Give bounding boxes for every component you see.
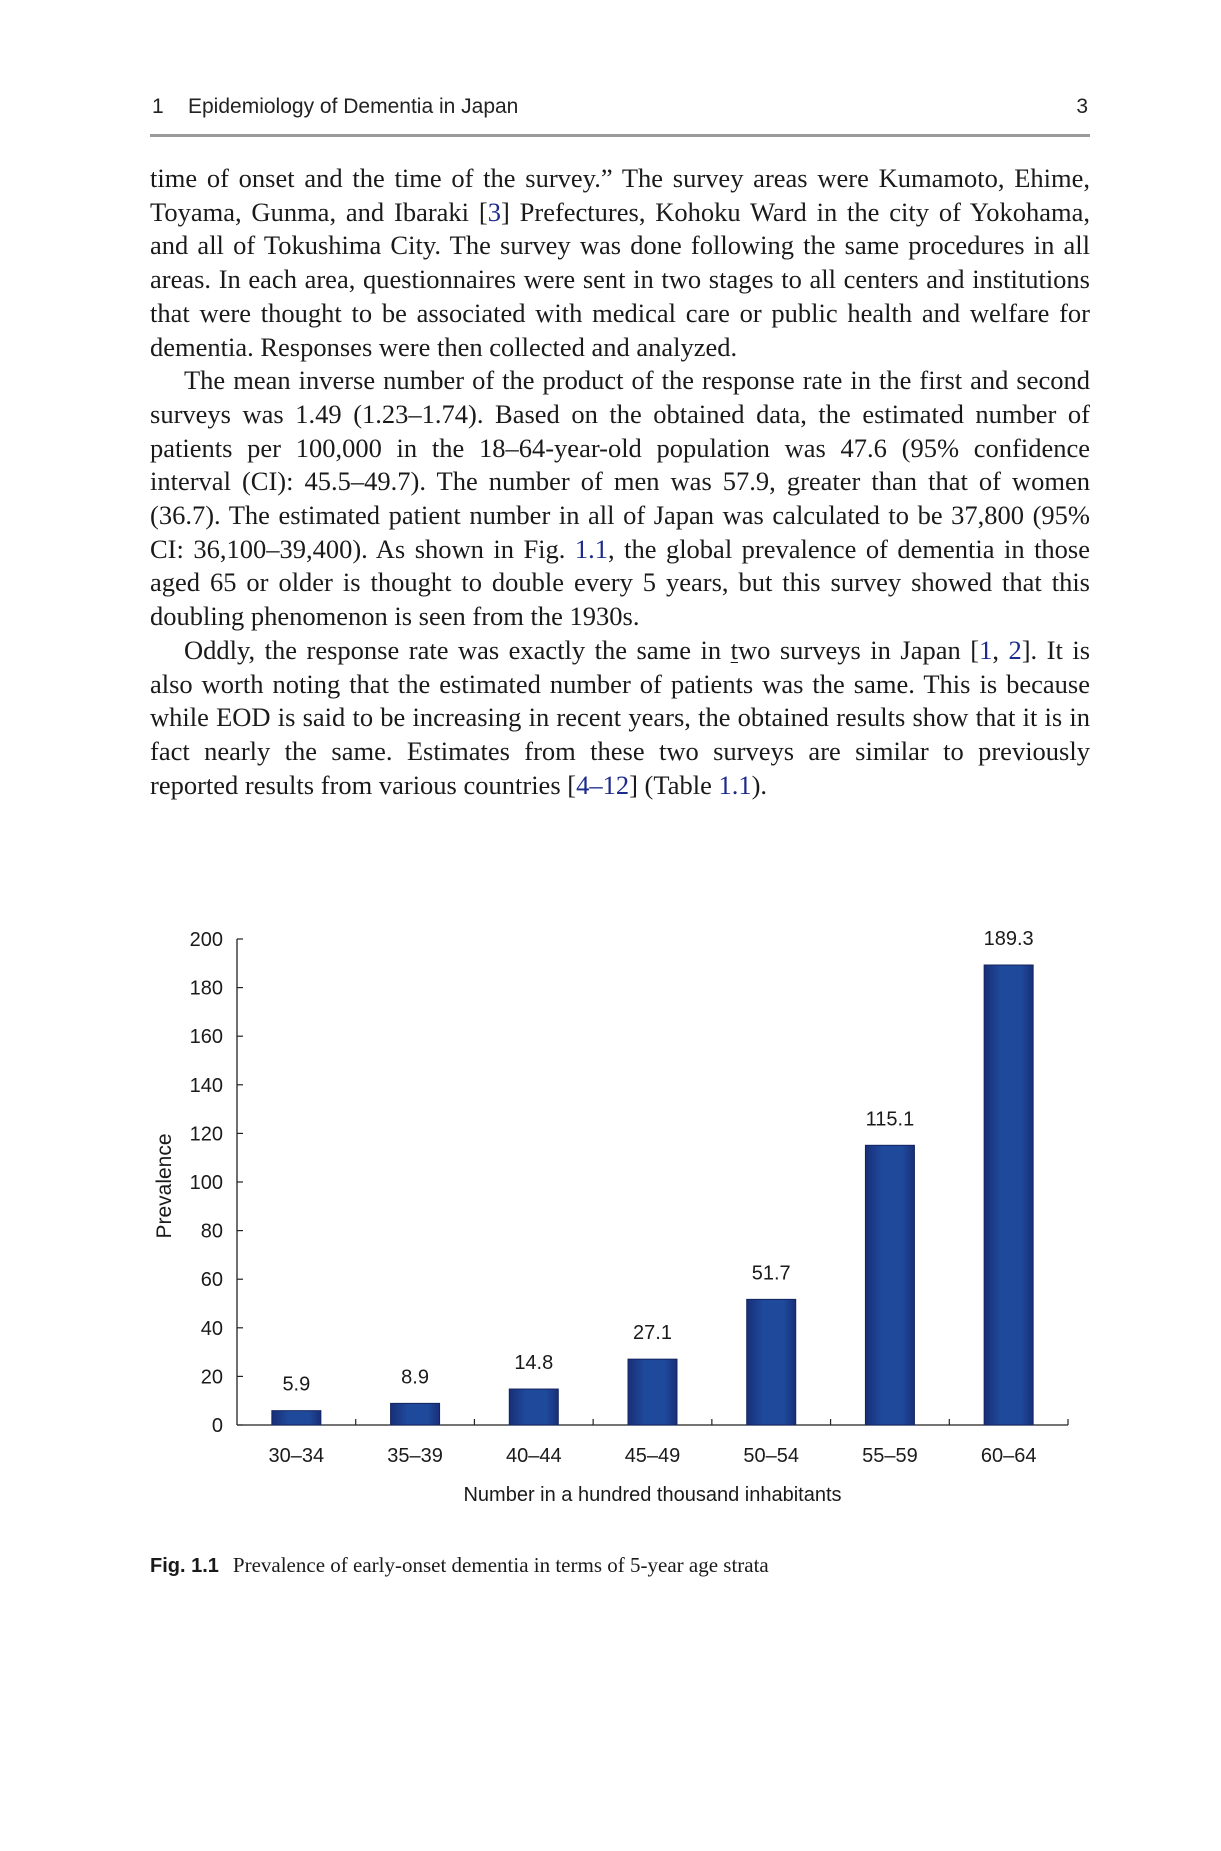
bar-value-label: 27.1: [633, 1322, 672, 1345]
bar-value-label: 51.7: [751, 1262, 791, 1285]
bar-35–39: [391, 1403, 440, 1425]
text-run: Oddly, the response rate was exactly the same in: [184, 634, 731, 665]
y-tick-label: 120: [189, 1123, 223, 1146]
x-tick-label: 30–34: [268, 1445, 325, 1467]
y-tick-label: 0: [211, 1415, 223, 1437]
chapter-title: Epidemiology of Dementia in Japan: [188, 95, 519, 118]
figure-caption: [150, 1553, 1090, 1578]
x-tick-label: 50–54: [743, 1445, 800, 1467]
y-tick-label: 200: [189, 929, 223, 951]
text-run: ]. It is also worth noting that the estimated number of patients was the same. This is because while EOD is said to be increasing in recent years, the obtained results show that it is in fact nearly the same. Estimates from these two surveys are similar to previously reported results from various countries [: [150, 634, 1091, 800]
bar-value-label: 189.3: [983, 928, 1034, 951]
y-tick-label: 100: [189, 1172, 223, 1194]
bar-value-label: 14.8: [514, 1352, 554, 1375]
text-run: ] Prefectures, Kohoku Ward in the city of Yokohama, and all of Tokushima City. The survey was done following the same procedures in all areas. In each area, questionnaires were sent in two stages to all centers and institutions that were thought to be associated with medical care or public health and welfare for dementia. Responses were then collected and analyzed.: [150, 196, 1090, 362]
text-run: ).: [751, 769, 768, 800]
bar-chart: [140, 920, 1100, 1540]
bar-value-label: 5.9: [282, 1373, 311, 1396]
figure-link[interactable]: 1.1: [574, 533, 609, 564]
bar-value-label: 8.9: [401, 1366, 429, 1389]
text-run: The mean inverse number of the product of the response rate in the first and second surveys was 1.49 (1.23–1.74). Based on the obtained data, the estimated number of patients per 100,000 in the 18–64-year-old population was 47.6 (95% confidence interval (CI): 45.5–49.7). The number of men was 57.9, greater than that of women (36.7). The estimated patient number in all of Japan was calculated to be 37,800 (95% CI: 36,100–39,400). As shown in Fig.: [150, 365, 1090, 564]
bar-45–49: [628, 1359, 677, 1425]
citation-link[interactable]: 2: [1008, 634, 1022, 665]
y-tick-label: 180: [189, 977, 223, 1000]
y-tick-label: 40: [200, 1317, 223, 1340]
text-run: ] (Table: [629, 769, 719, 800]
x-tick-label: 60–64: [980, 1445, 1037, 1467]
body-text: [150, 162, 1090, 802]
header-rule: [150, 134, 1090, 137]
x-tick-label: 40–44: [505, 1445, 562, 1467]
bar-30–34: [272, 1411, 321, 1425]
chart-canvas: [140, 920, 1100, 1540]
bar-60–64: [984, 965, 1033, 1425]
x-tick-label: 55–59: [862, 1445, 918, 1467]
citation-link[interactable]: 1: [979, 634, 993, 665]
text-run: , the global prevalence of dementia in those aged 65 or older is thought to double every 5 years, but this survey showed that this doubling phenomenon is seen from the 1930s.: [150, 533, 1091, 632]
y-tick-label: 140: [189, 1074, 223, 1097]
bar-value-label: 115.1: [865, 1108, 915, 1131]
y-tick-label: 160: [189, 1026, 223, 1049]
y-tick-label: 80: [200, 1220, 223, 1243]
running-head: [150, 95, 1090, 125]
chapter-number: 1: [152, 95, 164, 118]
bar-40–44: [509, 1389, 558, 1425]
paragraph-1: [150, 162, 1090, 364]
paragraph-2: [150, 364, 1090, 634]
citation-link[interactable]: 3: [487, 196, 501, 227]
caption-text: Prevalence of early-onset dementia in terms of 5-year age strata: [232, 1553, 769, 1577]
figure-number: Fig. 1.1: [150, 1555, 219, 1577]
citation-link[interactable]: 4–12: [576, 769, 630, 800]
paragraph-3: [150, 634, 1090, 803]
text-run: wo surveys in Japan [: [737, 634, 980, 665]
bar-55–59: [865, 1145, 914, 1425]
y-axis-label: Prevalence: [153, 1133, 176, 1239]
text-run: ,: [992, 634, 1009, 665]
y-tick-label: 20: [200, 1366, 223, 1389]
page-number: 3: [1076, 95, 1088, 118]
x-tick-label: 35–39: [387, 1445, 443, 1467]
y-tick-label: 60: [200, 1269, 223, 1292]
text-run: time of onset and the time of the survey.” The survey areas were Kumamoto, Ehime, Toyama, Gunma, and Ibaraki [: [150, 163, 1090, 227]
x-tick-label: 45–49: [624, 1445, 681, 1467]
table-link[interactable]: 1.1: [718, 769, 752, 800]
x-axis-label: Number in a hundred thousand inhabitants: [463, 1484, 842, 1506]
bar-50–54: [747, 1299, 796, 1425]
underlined-char: t: [730, 634, 738, 665]
